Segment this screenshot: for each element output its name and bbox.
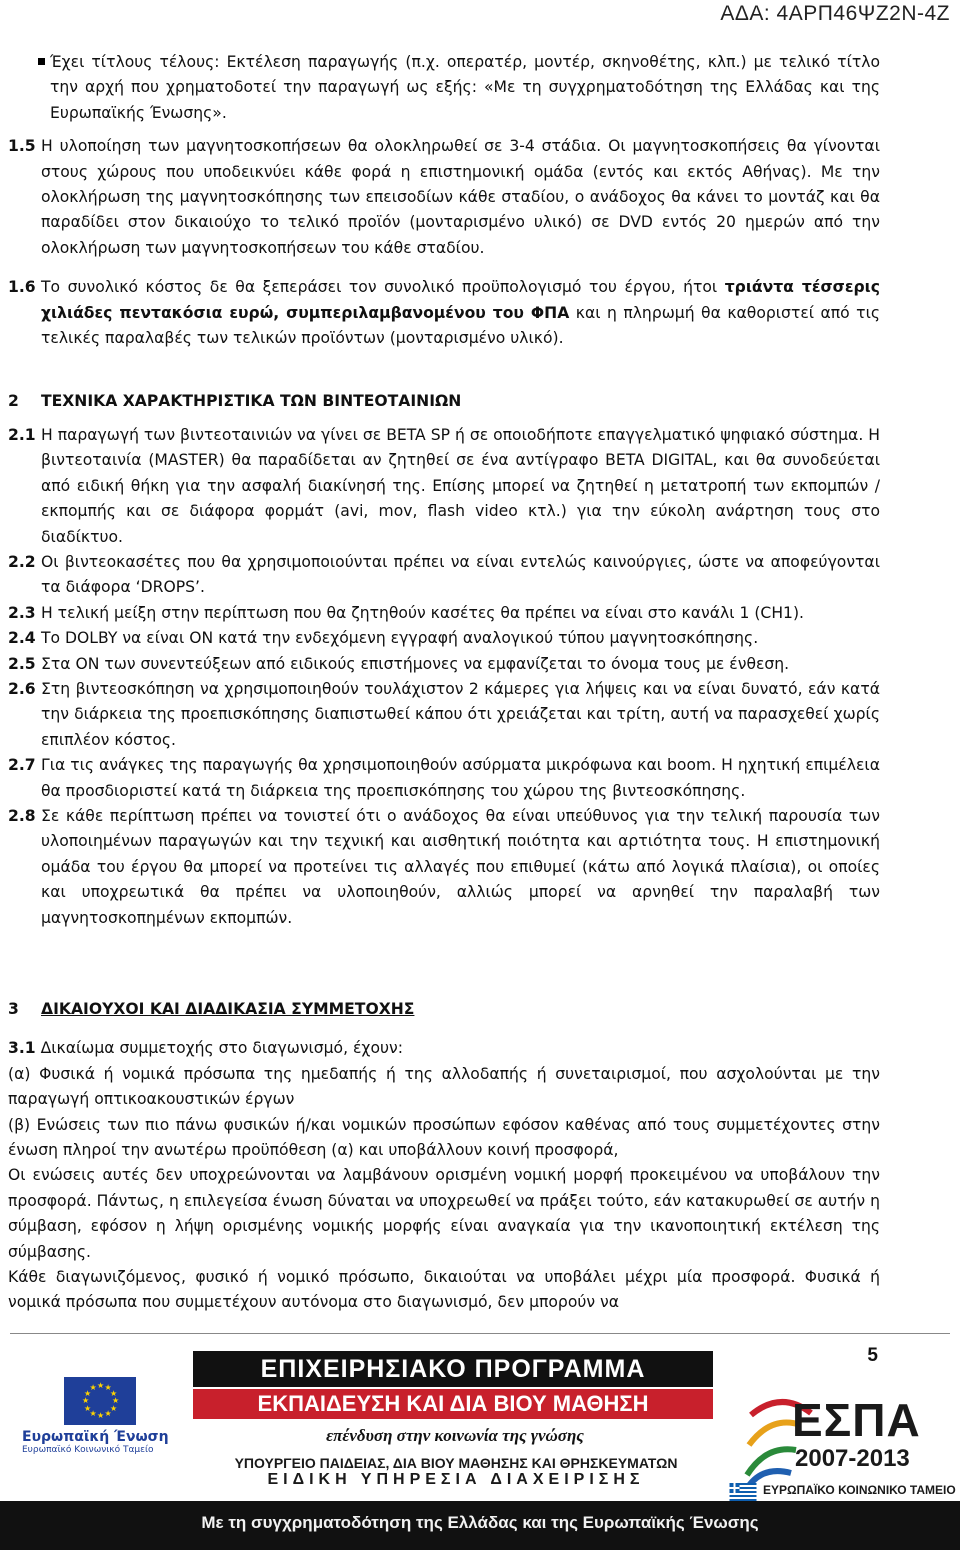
clause-number: 1.6 [8, 278, 36, 297]
eu-name: Ευρωπαϊκή Ένωση [22, 1429, 169, 1445]
paragraph-d: Κάθε διαγωνιζόμενος, φυσικό ή νομικό πρόσωπο, δικαιούται να υποβάλει μέχρι μία προσφορά. Φυσικά ή νομικά πρόσωπα που συμμετέχουν αυτόνομα στο διαγωνισμό, δεν μπορούν να [8, 1268, 880, 1312]
page-number: 5 [867, 1345, 878, 1366]
eu-fund: Ευρωπαϊκό Κοινωνικό Ταμείο [22, 1445, 154, 1455]
clause-2-1 [8, 423, 880, 550]
clause-2-2 [8, 550, 880, 601]
paragraph-a: (α) Φυσικά ή νομικά πρόσωπα της ημεδαπής ή της αλλοδαπής ή συνεταιρισμοί, που ασχολούνται με την παραγωγή οπτικοακουστικών έργων [8, 1064, 880, 1109]
clause-number: 2.1 [8, 425, 36, 444]
clause-number: 2.3 [8, 603, 36, 622]
program-banner [193, 1351, 718, 1466]
eu-star-icon: ★ [82, 1396, 90, 1405]
eu-star-icon: ★ [104, 1383, 112, 1392]
section-number: 2 [8, 392, 19, 411]
page-footer [0, 1333, 960, 1550]
clause-text: Οι βιντεοκασέτες που θα χρησιμοποιούνται πρέπει να είναι εντελώς καινούργιες, ώστε να αποφεύγονται τα διάφορα ‘DROPS’. [41, 552, 880, 597]
section-2-items [8, 423, 880, 931]
clause-text: Δικαίωμα συμμετοχής στο διαγωνισμό, έχουν: [40, 1039, 403, 1058]
eu-star-icon: ★ [97, 1381, 105, 1390]
bullet-square-icon [38, 58, 45, 65]
clause-text-part: και η πληρωμή θα καθοριστεί από τις τελικές παραλαβές των τελικών προϊόντων (μονταρισμένο υλικό). [41, 303, 880, 348]
eu-star-icon: ★ [112, 1396, 120, 1405]
ministry-name: ΥΠΟΥΡΓΕΙΟ ΠΑΙΔΕΙΑΣ, ΔΙΑ ΒΙΟΥ ΜΑΘΗΣΗΣ ΚΑΙ ΘΡΗΣΚΕΥΜΑΤΩΝ [234, 1455, 678, 1471]
clause-number: 2.4 [8, 629, 36, 648]
espa-logo [727, 1373, 956, 1501]
clause-number: 3.1 [8, 1039, 36, 1058]
clause-2-8 [8, 804, 880, 931]
eu-star-icon: ★ [89, 1408, 97, 1418]
section-title: ΤΕΧΝΙΚΑ ΧΑΡΑΚΤΗΡΙΣΤΙΚΑ ΤΩΝ ΒΙΝΤΕΟΤΑΙΝΙΩΝ [41, 392, 462, 411]
clause-1-6 [8, 275, 880, 351]
clause-text [41, 275, 880, 351]
program-title: ΕΠΙΧΕΙΡΗΣΙΑΚΟ ΠΡΟΓΡΑΜΜΑ [193, 1351, 713, 1387]
eu-star-icon: ★ [97, 1411, 105, 1420]
clause-number: 2.8 [8, 806, 36, 825]
ministry-block [200, 1455, 712, 1489]
section-2-heading [8, 389, 880, 414]
program-slogan: επένδυση στην κοινωνία της γνώσης [326, 1426, 584, 1445]
cofunding-text: Με τη συγχρηματοδότηση της Ελλάδας και της Ευρωπαϊκής Ένωσης [201, 1513, 759, 1532]
eu-star-icon: ★ [89, 1383, 97, 1392]
authority-name: ΕΙΔΙΚΗ ΥΠΗΡΕΣΙΑ ΔΙΑΧΕΙΡΙΣΗΣ [267, 1471, 645, 1488]
clause-1-5 [8, 134, 880, 261]
eu-star-icon: ★ [109, 1403, 118, 1413]
paragraph-b: (β) Ενώσεις των πιο πάνω φυσικών ή/και νομικών προσώπων εφόσον καθένας από τους συμμετέχοντες στην ένωση πληροί την ανωτέρω προϋπόθεση (α) και υποβάλλουν κοινή προσφορά, [8, 1115, 880, 1160]
clause-2-7 [8, 753, 880, 804]
clause-text: Η τελική μείξη στην περίπτωση που θα ζητηθούν κασέτες θα πρέπει να είναι στο κανάλι 1 (CH1). [41, 603, 805, 622]
clause-text: Στα ON των συνεντεύξεων από ειδικούς επιστήμονες να εμφανίζεται το όνομα τους με ένθεση. [41, 654, 790, 673]
clause-text-part: Το συνολικό κόστος δε θα ξεπεράσει τον συνολικό προϋπολογισμό του έργου, ήτοι [41, 278, 725, 297]
eu-star-icon: ★ [104, 1408, 112, 1418]
footer-divider [10, 1333, 950, 1334]
clause-number: 2.7 [8, 756, 36, 775]
clause-number: 2.2 [8, 552, 36, 571]
clause-number: 1.5 [8, 137, 36, 156]
section-number: 3 [8, 1000, 19, 1018]
espa-years: 2007-2013 [795, 1445, 910, 1472]
clause-text: Σε κάθε περίπτωση πρέπει να τονιστεί ότι ο ανάδοχος θα είναι υπεύθυνος για την τελική παρουσία των υλοποιημένων παραγωγών και την τεχνική και αισθητική ποιότητα και αρτιότητα τους. Η επιστημονική ομάδα του έργου θα μπορεί να προτείνει τις αλλαγές που επιθυμεί (κάτω από λογικά πλαίσια), οι οποίες και υποχρεωτικά θα πρέπει να υλοποιηθούν, αλλιώς μπορεί να αρνηθεί την παραλαβή των μαγνητοσκοπημένων εκπομπών. [41, 806, 880, 927]
clause-3-1 [8, 1036, 880, 1061]
section-title: ΔΙΚΑΙΟΥΧΟΙ ΚΑΙ ΔΙΑΔΙΚΑΣΙΑ ΣΥΜΜΕΤΟΧΗΣ [41, 1000, 415, 1018]
document-body [8, 50, 880, 1316]
espa-word: ΕΣΠΑ [792, 1394, 921, 1446]
clause-number: 2.6 [8, 679, 36, 698]
clause-text: Στη βιντεοσκόπηση να χρησιμοποιηθούν τουλάχιστον 2 κάμερες για λήψεις και να είναι δυνατό, εάν κατά την διάρκεια της προεπισκόπησης διαπιστωθεί κάπου ότι χρειάζεται και τρίτη, αυτή να παρασχεθεί χωρίς επιπλέον κόστος. [41, 679, 880, 749]
cofunding-band [0, 1501, 960, 1550]
clause-2-5 [8, 652, 880, 677]
clause-text: Η υλοποίηση των μαγνητοσκοπήσεων θα ολοκληρωθεί σε 3-4 στάδια. Οι μαγνητοσκοπήσεις θα γίνονται στους χώρους που υποδεικνύει κάθε φορά η επιστημονική ομάδα (εντός και εκτός Αθήνας). Με την ολοκλήρωση της μαγνητοσκόπησης των επεισοδίων κάθε σταδίου, ο ανάδοχος θα κάνει το μοντάζ και θα παραδίδει στον δικαιούχο το τελικό προϊόν (μονταρισμένο υλικό) σε DVD εντός 20 ημερών από την ολοκλήρωση των μαγνητοσκοπήσεων του κάθε σταδίου. [41, 137, 880, 257]
greek-flag-icon [729, 1483, 757, 1501]
clause-text: Η παραγωγή των βιντεοταινιών να γίνει σε BETA SP ή σε οποιοδήποτε επαγγελματικό ψηφιακό σύστημα. Η βιντεοταινία (MASTER) θα παραδίδεται αν ζητηθεί σε ένα αντίγραφο BETA DIGITAL, και θα συνοδεύεται από ειδική θήκη για την ασφαλή διακίνησή της. Επίσης μπορεί να ζητηθεί η μετατροπή των εκπομπών /εκπομπής και σε διάφορα φορμάτ (avi, mov, flash video κτλ.) για την εύκολη ανάρτηση τους στο διαδίκτυο. [41, 425, 880, 546]
eu-logo [22, 1377, 172, 1455]
clause-2-4 [8, 626, 880, 651]
section-3-heading [8, 997, 880, 1022]
eu-flag-icon [64, 1377, 136, 1425]
program-subtitle: ΕΚΠΑΙΔΕΥΣΗ ΚΑΙ ΔΙΑ ΒΙΟΥ ΜΑΘΗΣΗ [193, 1389, 713, 1419]
clause-number: 2.5 [8, 654, 36, 673]
eu-star-icon: ★ [84, 1388, 92, 1398]
eu-star-icon: ★ [84, 1403, 92, 1413]
bullet-text: Έχει τίτλους τέλους: Εκτέλεση παραγωγής (π.χ. οπερατέρ, μοντέρ, σκηνοθέτης, κλπ.) με τελικό τίτλο την αρχή που χρηματοδοτεί την παραγωγή ως εξής: «Με τη συγχρηματοδότηση της Ελλάδας και της Ευρωπαϊκής Ένωσης». [50, 53, 880, 122]
clause-text: Το DOLBY να είναι ΟΝ κατά την ενδεχόμενη εγγραφή αναλογικού τύπου μαγνητοσκόπησης. [41, 629, 759, 648]
ada-code: ΑΔΑ: 4ΑΡΠ46ΨΖ2Ν-4Ζ [720, 2, 950, 25]
espa-fund: ΕΥΡΩΠΑΪΚΟ ΚΟΙΝΩΝΙΚΟ ΤΑΜΕΙΟ [763, 1483, 956, 1497]
clause-2-6 [8, 677, 880, 753]
paragraph-c: Οι ενώσεις αυτές δεν υποχρεώνονται να λαμβάνουν ορισμένη νομική μορφή προκειμένου να υποβάλουν την προσφορά. Πάντως, η επιλεγείσα ένωση δύναται να υποχρεωθεί να πράξει τούτο, εάν κατακυρωθεί σε αυτήν η σύμβαση, εφόσον η λήψη ορισμένης νομικής μορφής είναι αναγκαία για την ικανοποιητική εκτέλεση της σύμβασης. [8, 1166, 880, 1261]
eu-star-icon: ★ [109, 1388, 118, 1398]
clause-2-3 [8, 601, 880, 626]
bullet-item [8, 50, 880, 126]
budget-amount: τριάντα τέσσερις χιλιάδες πεντακόσια ευρώ, συμπεριλαμβανομένου του ΦΠΑ [41, 278, 880, 322]
clause-text: Για τις ανάγκες της παραγωγής θα χρησιμοποιηθούν ασύρματα μικρόφωνα και boom. Η ηχητική επιμέλεια θα προσδιοριστεί κατά τη διάρκεια της προεπισκόπησης του χώρου της βιντεοσκόπησης. [41, 756, 880, 800]
